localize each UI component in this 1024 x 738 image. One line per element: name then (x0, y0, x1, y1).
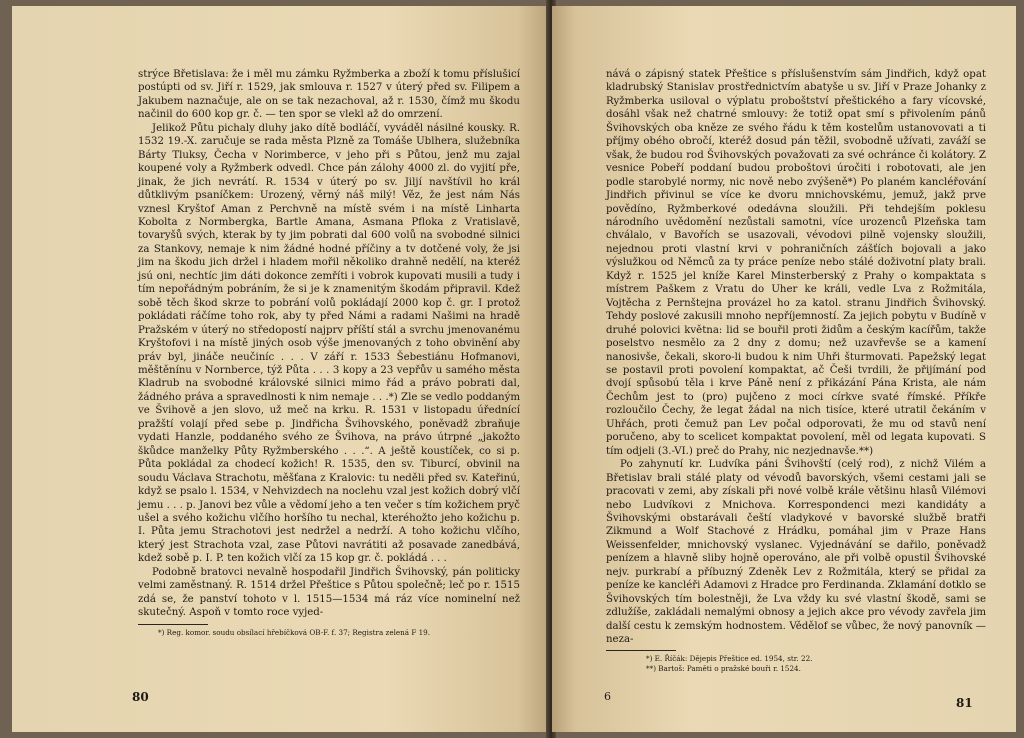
signature-mark: 6 (604, 690, 611, 703)
left-page-text (138, 68, 520, 637)
right-footnote-2: **) Bartoš: Paměti o pražské bouři r. 1524. (646, 663, 801, 673)
right-page-number: 81 (956, 696, 973, 710)
left-paragraph-1: strýce Břetislava: že i měl mu zámku Ryžmberka a zboží k tomu příslušicí postúpti od sv. Jiří r. 1529, jak smlouva r. 1527 v úterý před sv. Filipem a Jakubem naznačuje, ale on se tak nezachoval, až r. 1530, čímž mu škodu načinil do 600 kop gr. č. — ten spor se vlekl až do omrzení. (138, 69, 520, 121)
left-page-number: 80 (132, 690, 149, 704)
left-page (12, 6, 550, 732)
right-footnote-1: *) E. Říčák: Dějepis Přeštice ed. 1954, str. 22. (646, 654, 813, 664)
right-page-text (606, 68, 986, 673)
right-footnote-rule (606, 650, 676, 651)
left-paragraph-2: Jelikož Půtu pichaly dluhy jako dítě bodláčí, vyváděl násilné kousky. R. 1532 19.-X. zaručuje se rada města Plzně za Tomáše Ublhera, služebníka Bárty Tluksy, Čecha v Norimberce, v jeho při s Půtou, jenž mu zajal koupené voly a Ryžmberk odvedl. Chce pán zálohy 4000 zl. do vyjití pře, jinak, že jich nevrátí. R. 1534 v úterý po sv. Jiljí navštívil ho král důtklivým psaníčkem: Urozený, věrný náš milý! Věz, že jest nám Nás vznesl Kryštof Aman z Perchvně na místě svém i na místě Linharta Kobolta z Normbergka, Bartle Amana, Asmana Pfloka z Vratislavě, tovaryšů svých, kterak by ty jim pobrati dal 600 volů na svobodné silnici za Stankovy, nemaje k nim žádné hodné příčiny a tv dotčené voly, že jsi jim na škodu jich držel i hladem mořil několiko drahně nedělí, na kteréž jsú oni, nechtíc jim dáti dokonce zemříti i vobrok kupovati musili a tudy i tím nepořádným pobráním, že si je k znamenitým škodám připravil. Kdež sobě těch škod skrze to pobrání volů pokládají 2000 kop č. gr. I protož pokládati ráčíme toho rok, aby ty před Námi a radami Našimi na hradě Pražském v úterý no středopostí najprv příští stál a svrchu jmenovanému Kryštofovi i na místě jiných osob výše jmenovaných z toho obvinění aby práv byl, jináče neučiníc . . . V září r. 1533 Šebestiánu Hofmanovi, měštěnínu v Nornberce, týž Půta . . . 3 kopy a 23 vepřův u samého města Kladrub na svobodné královské silnici mimo řád a právo pobrati dal, žádného práva a spravedlnosti k nim nemaje . . .*) Zle se vedlo poddaným ve Švihově a jen slovo, už meč na krku. R. 1531 v listopadu úřednící pražští volají před sebe p. Jindřicha Švihovského, poněvadž zbraňuje vydati Hanzle, poddaného svého ze Švihova, na právo útrpné „jakožto škůdce manželky Půty Ryžmberského . . .“. A ještě koustíček, co si p. Půta pokládal za chodecí kožich! R. 1535, den sv. Tiburcí, obvinil na soudu Václava Strachotu, měšťana z Kralovic: tu neděli před sv. Kateřinú, když se psalo l. 1534, v Nehvizdech na noclehu vzal jest kožich dobrý vlčí jemu . . . p. Janovi bez vůle a vědomí jeho a ten večer s tím kožichem pryč ušel a svého kožichu vlčího horšího tu nechal, kteréhožto jeho kožichu p. I. Půta jemu Strachotovi jest nedržel a nedrží. A toho kožichu vlčího, který jest Strachota vzal, zase Půtovi navrátiti až posavade zanedbává, kdež sobě p. I. P. ten kožich vlčí za 15 kop gr. č. pokládá . . . (138, 122, 520, 565)
right-paragraph-1: nává o zápisný statek Přeštice s příslušenstvím sám Jindřich, když opat kladrubský Stanislav prostřednictvím abatyše u sv. Jiří v Praze Johanky z Ryžmberka usiloval o výplatu proboštství přeštického a fary vícovské, dosáhl však než chatrné smlouvy: že totiž opat smí s přivolením pánů Švihovských oba kněze ze svého řádu k těm kostelům ustanovovati a ti příjmy obého obročí, kteréž dosud pán těžil, svobodně užívati, zaváží se však, že budou rod Švihovských považovati za své ochránce či kolátory. Z vesnice Pobeří poddaní budou proboštovi úročiti i robotovati, ale jen podle starobylé normy, nic nově nebo zvýšeně*) Po planém kancléřování Jindřich přivinul se více ke dvoru mnichovskému, jemuž, jakž prve povědíno, Ryžmberkové odedávna sloužili. Při tehdejším poklesu národního uvědomění nezůstali samotni, více urozenců Plzeňska tam chválalo, v Bavořích se usazovali, vévodovi pilně vojensky sloužili, nejednou proti vlastní krvi v pohraničních zášťích bojovali a jako výslužkou od Němců za ty práce peníze nebo stálé doživotní platy brali. Když r. 1525 jel kníže Karel Minsterberský z Prahy o kompaktata s místrem Paškem z Vratu do Uher ke králi, vedle Lva z Rožmitála, Vojtěcha z Pernštejna provázel ho za katol. stranu Jindřich Švihovský. Tehdy poslové zakusili mnoho nepříjemností. Za jejich pobytu v Budíně v druhé polovici května: lid se bouřil proti židům a českým kacířům, takže poselstvo nesmělo za 2 dny z domu; než uzavřevše se a kamení nanosivše, čekali, skoro-li budou k nim Uhři šturmovati. Papežský legat se postavil proti povolení kompaktat, ač Češi tvrdili, že přijímání pod dvojí spůsobú těla i krve Páně není z přikázání Pána Krista, ale nám Čechům jest to (pro) pujčeno z moci církve svaté římské. Příkře rozloučilo Čechy, že legat žádal na nich tisíce, které utratil čekáním v Uhřách, proti čemuž pan Lev počal odporovati, že mu od stavů není poručeno, aby to scelicet kompaktat povolení, měl od legata kupovati. S tím odjeli (3.-VI.) preč do Prahy, nic nezjednavše.**) (606, 69, 986, 457)
left-footnote-1: *) Reg. komor. soudu obsílací hřebíčková OB-F. f. 37; Registra zelená F 19. (158, 627, 431, 637)
right-page (552, 6, 1016, 732)
left-footnote-rule (138, 624, 208, 625)
right-footnotes (606, 654, 986, 673)
left-footnotes (138, 628, 520, 638)
left-paragraph-3: Podobně bratovci nevalně hospodařil Jindřich Švihovský, pán politicky velmi zaměstnaný. R. 1514 držel Přeštice s Půtou společně; leč po r. 1515 zdá se, že panství tohoto v l. 1515—1534 má ráz více nominelní než skutečný. Aspoň v tomto roce vyjed- (138, 566, 520, 619)
right-paragraph-2: Po zahynutí kr. Ludvíka páni Švihovští (celý rod), z nichž Vilém a Břetislav brali stálé platy od vévodů bavorských, všemi cestami jali se pracovati v zemi, aby získali při nové volbě krále většinu hlasů Vilémovi nebo Ludvíkovi z Mnichova. Korrespondenci mezi kandidáty a Švihovskými obstarávali čeští vladykové v bavorské službě bratři Zikmund a Wolf Stachové z Hrádku, pomáhal jim v Praze Hans Weissenfelder, mnichovský vyslanec. Vyjednávání se dařilo, poněvadž penízem a hlavně sliby hojně operováno, ale při volbě opustil Švihovské nejv. purkrabí a příbuzný Zdeněk Lev z Rožmitála, který se přidal za peníze ke kancléři Adamovi z Hradce pro Ferdinanda. Zklamání dotklo se Švihovských tím bolestněji, že Lva vždy ku své vlastní škodě, sami se zdlužíše, zakládali nemalými obnosy a jejich akce pro vévody zavřela jim další cestu k zemským hodnostem. Vědělof se vůbec, že nový panovník — neza- (606, 459, 986, 646)
